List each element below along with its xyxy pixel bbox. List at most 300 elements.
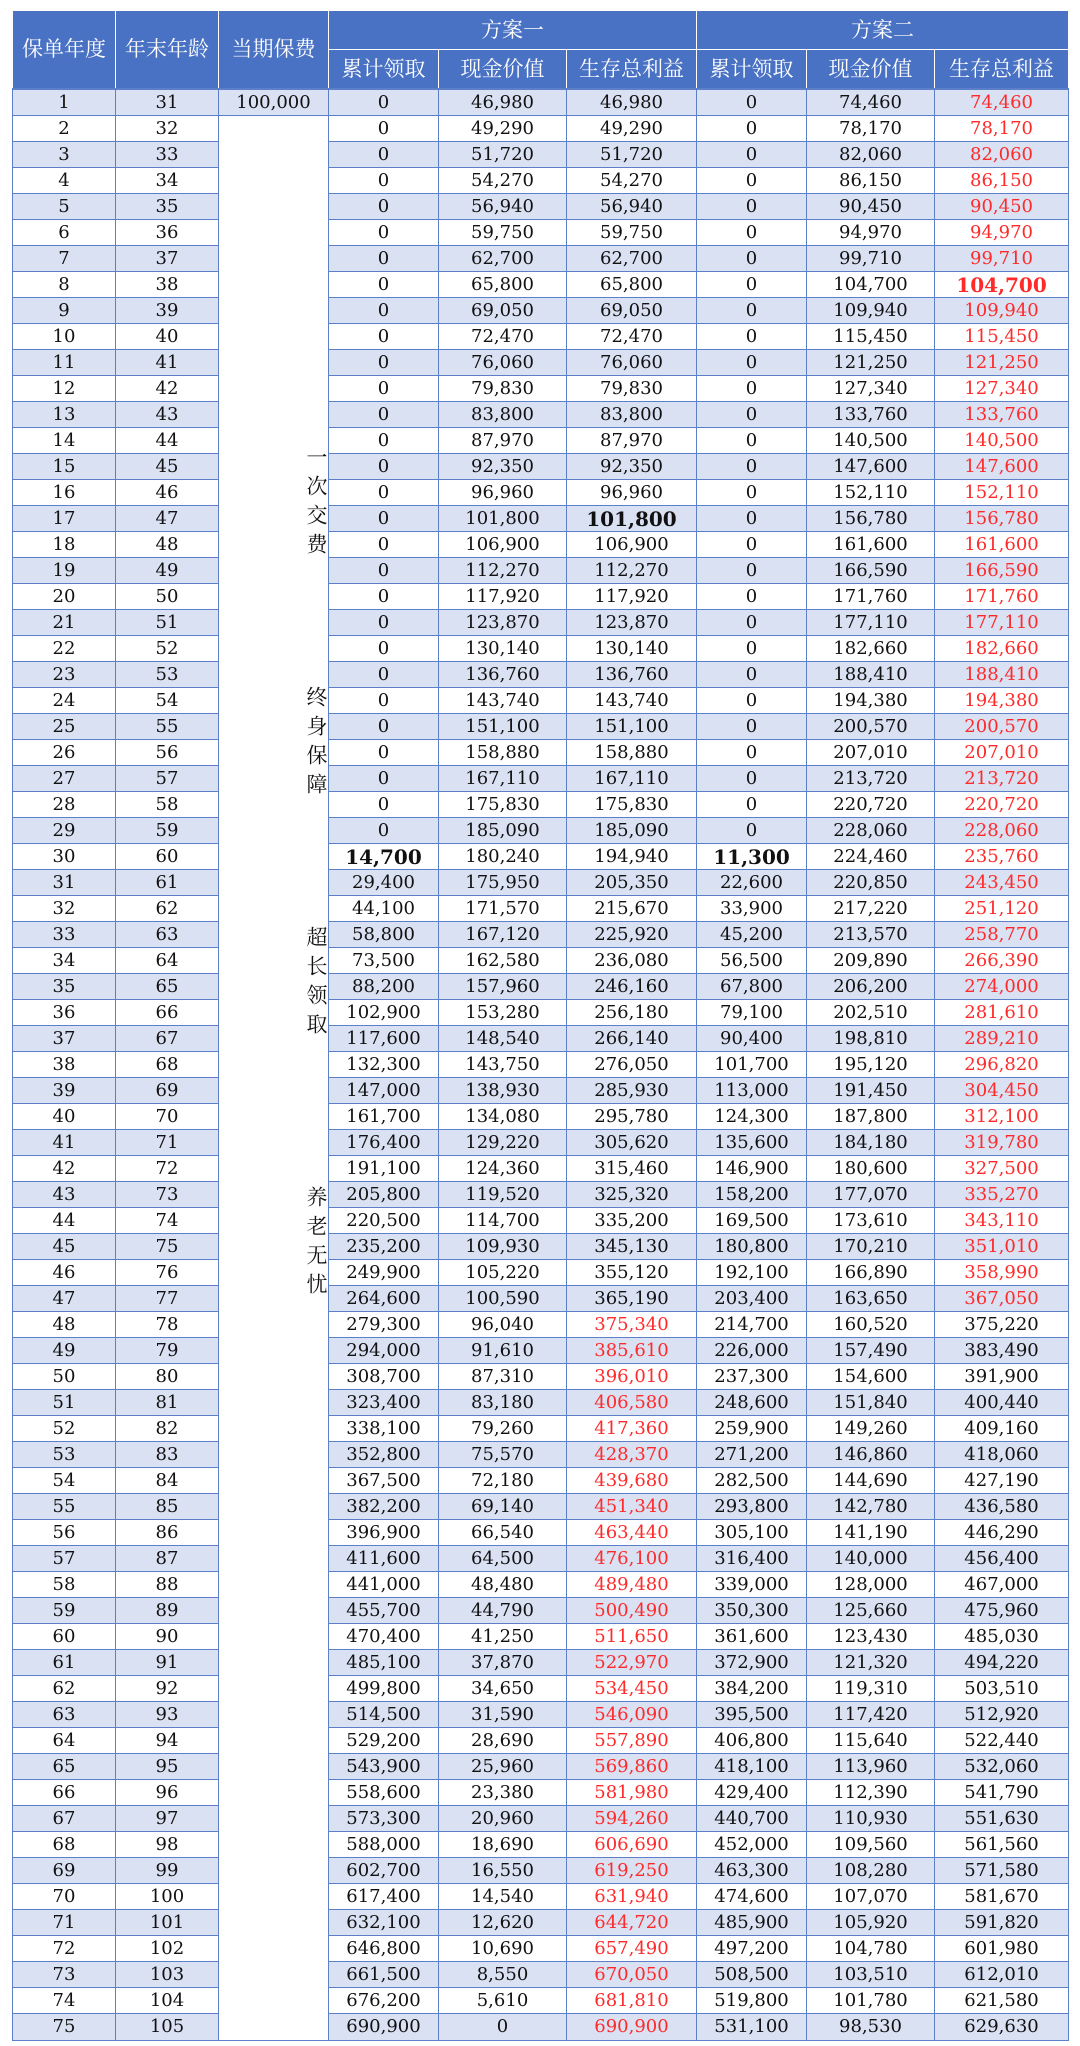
cell-plan1-total-benefit: 54,270 bbox=[567, 168, 697, 194]
cell-plan1-cash-value: 105,220 bbox=[439, 1260, 567, 1286]
table-row bbox=[13, 1520, 1069, 1546]
cell-plan2-total-benefit: 266,390 bbox=[935, 948, 1069, 974]
cell-plan2-cash-value: 78,170 bbox=[807, 116, 935, 142]
cell-policy-year: 24 bbox=[13, 688, 116, 714]
cell-age-end: 56 bbox=[116, 740, 219, 766]
cell-plan1-cum-claim: 441,000 bbox=[329, 1572, 439, 1598]
cell-plan2-cum-claim: 135,600 bbox=[697, 1130, 807, 1156]
cell-plan2-cash-value: 147,600 bbox=[807, 454, 935, 480]
cell-plan1-cum-claim: 0 bbox=[329, 688, 439, 714]
cell-plan2-cash-value: 140,500 bbox=[807, 428, 935, 454]
cell-plan2-cum-claim: 124,300 bbox=[697, 1104, 807, 1130]
cell-plan2-total-benefit: 335,270 bbox=[935, 1182, 1069, 1208]
cell-plan1-cash-value: 83,180 bbox=[439, 1390, 567, 1416]
cell-plan1-total-benefit: 305,620 bbox=[567, 1130, 697, 1156]
cell-age-end: 58 bbox=[116, 792, 219, 818]
cell-plan1-total-benefit: 151,100 bbox=[567, 714, 697, 740]
table-row bbox=[13, 116, 1069, 142]
cell-age-end: 52 bbox=[116, 636, 219, 662]
cell-age-end: 42 bbox=[116, 376, 219, 402]
cell-age-end: 60 bbox=[116, 844, 219, 870]
cell-policy-year: 31 bbox=[13, 870, 116, 896]
cell-plan1-cum-claim: 573,300 bbox=[329, 1806, 439, 1832]
cell-plan2-cum-claim: 406,800 bbox=[697, 1728, 807, 1754]
cell-plan1-total-benefit: 49,290 bbox=[567, 116, 697, 142]
cell-plan1-total-benefit: 106,900 bbox=[567, 532, 697, 558]
table-row bbox=[13, 480, 1069, 506]
cell-plan2-total-benefit: 612,010 bbox=[935, 1962, 1069, 1988]
cell-plan1-cash-value: 134,080 bbox=[439, 1104, 567, 1130]
table-row bbox=[13, 974, 1069, 1000]
cell-plan2-cum-claim: 350,300 bbox=[697, 1598, 807, 1624]
cell-policy-year: 74 bbox=[13, 1988, 116, 2014]
cell-plan2-cash-value: 104,700 bbox=[807, 272, 935, 298]
cell-policy-year: 19 bbox=[13, 558, 116, 584]
cell-plan2-cash-value: 177,110 bbox=[807, 610, 935, 636]
header-plan1-cum-claim: 累计领取 bbox=[329, 50, 439, 90]
cell-policy-year: 68 bbox=[13, 1832, 116, 1858]
cell-plan2-total-benefit: 121,250 bbox=[935, 350, 1069, 376]
cell-age-end: 55 bbox=[116, 714, 219, 740]
cell-plan1-cash-value: 41,250 bbox=[439, 1624, 567, 1650]
cell-plan1-cum-claim: 73,500 bbox=[329, 948, 439, 974]
cell-plan2-cum-claim: 293,800 bbox=[697, 1494, 807, 1520]
cell-policy-year: 57 bbox=[13, 1546, 116, 1572]
cell-policy-year: 2 bbox=[13, 116, 116, 142]
cell-plan1-cash-value: 66,540 bbox=[439, 1520, 567, 1546]
table-row bbox=[13, 1598, 1069, 1624]
side-label: 终身保障 bbox=[304, 686, 328, 802]
cell-plan1-cum-claim: 367,500 bbox=[329, 1468, 439, 1494]
cell-plan1-cash-value: 0 bbox=[439, 2014, 567, 2041]
cell-plan2-cash-value: 217,220 bbox=[807, 896, 935, 922]
cell-age-end: 88 bbox=[116, 1572, 219, 1598]
cell-plan1-cum-claim: 0 bbox=[329, 194, 439, 220]
cell-policy-year: 13 bbox=[13, 402, 116, 428]
cell-plan2-cash-value: 224,460 bbox=[807, 844, 935, 870]
cell-plan1-cash-value: 101,800 bbox=[439, 506, 567, 532]
cell-plan2-total-benefit: 351,010 bbox=[935, 1234, 1069, 1260]
cell-policy-year: 63 bbox=[13, 1702, 116, 1728]
cell-plan2-total-benefit: 358,990 bbox=[935, 1260, 1069, 1286]
cell-plan2-total-benefit: 312,100 bbox=[935, 1104, 1069, 1130]
cell-policy-year: 8 bbox=[13, 272, 116, 298]
cell-plan1-cum-claim: 0 bbox=[329, 714, 439, 740]
cell-age-end: 53 bbox=[116, 662, 219, 688]
cell-policy-year: 62 bbox=[13, 1676, 116, 1702]
table-row bbox=[13, 584, 1069, 610]
cell-policy-year: 5 bbox=[13, 194, 116, 220]
cell-plan1-total-benefit: 87,970 bbox=[567, 428, 697, 454]
cell-age-end: 68 bbox=[116, 1052, 219, 1078]
cell-plan2-cash-value: 121,320 bbox=[807, 1650, 935, 1676]
cell-plan2-cash-value: 128,000 bbox=[807, 1572, 935, 1598]
cell-plan1-cash-value: 62,700 bbox=[439, 246, 567, 272]
cell-plan2-cum-claim: 214,700 bbox=[697, 1312, 807, 1338]
table-row bbox=[13, 324, 1069, 350]
cell-plan2-cash-value: 117,420 bbox=[807, 1702, 935, 1728]
table-row bbox=[13, 454, 1069, 480]
cell-age-end: 85 bbox=[116, 1494, 219, 1520]
cell-age-end: 48 bbox=[116, 532, 219, 558]
cell-policy-year: 51 bbox=[13, 1390, 116, 1416]
cell-plan1-total-benefit: 315,460 bbox=[567, 1156, 697, 1182]
cell-plan2-cash-value: 156,780 bbox=[807, 506, 935, 532]
cell-plan2-cash-value: 220,720 bbox=[807, 792, 935, 818]
cell-age-end: 77 bbox=[116, 1286, 219, 1312]
cell-plan1-total-benefit: 644,720 bbox=[567, 1910, 697, 1936]
cell-plan1-cash-value: 143,740 bbox=[439, 688, 567, 714]
premium-merged-cell bbox=[219, 116, 329, 2041]
cell-policy-year: 46 bbox=[13, 1260, 116, 1286]
cell-plan2-total-benefit: 235,760 bbox=[935, 844, 1069, 870]
cell-plan2-total-benefit: 621,580 bbox=[935, 1988, 1069, 2014]
cell-age-end: 81 bbox=[116, 1390, 219, 1416]
cell-age-end: 32 bbox=[116, 116, 219, 142]
cell-plan2-total-benefit: 147,600 bbox=[935, 454, 1069, 480]
table-row bbox=[13, 1936, 1069, 1962]
cell-plan2-cum-claim: 0 bbox=[697, 558, 807, 584]
header-plan1-cash-value: 现金价值 bbox=[439, 50, 567, 90]
cell-plan2-cash-value: 213,720 bbox=[807, 766, 935, 792]
cell-plan2-total-benefit: 90,450 bbox=[935, 194, 1069, 220]
cell-plan1-cash-value: 69,140 bbox=[439, 1494, 567, 1520]
cell-policy-year: 17 bbox=[13, 506, 116, 532]
cell-plan2-cash-value: 140,000 bbox=[807, 1546, 935, 1572]
cell-age-end: 67 bbox=[116, 1026, 219, 1052]
table-row bbox=[13, 1234, 1069, 1260]
cell-plan1-total-benefit: 619,250 bbox=[567, 1858, 697, 1884]
cell-policy-year: 27 bbox=[13, 766, 116, 792]
cell-plan1-total-benefit: 69,050 bbox=[567, 298, 697, 324]
table-row bbox=[13, 220, 1069, 246]
cell-age-end: 36 bbox=[116, 220, 219, 246]
cell-plan1-cum-claim: 117,600 bbox=[329, 1026, 439, 1052]
cell-age-end: 70 bbox=[116, 1104, 219, 1130]
table-row bbox=[13, 688, 1069, 714]
table-row bbox=[13, 1494, 1069, 1520]
cell-plan1-cum-claim: 661,500 bbox=[329, 1962, 439, 1988]
cell-age-end: 104 bbox=[116, 1988, 219, 2014]
cell-age-end: 95 bbox=[116, 1754, 219, 1780]
cell-age-end: 74 bbox=[116, 1208, 219, 1234]
cell-plan1-total-benefit: 101,800 bbox=[567, 506, 697, 532]
cell-plan1-cash-value: 130,140 bbox=[439, 636, 567, 662]
header-policy-year: 保单年度 bbox=[13, 11, 116, 90]
cell-plan2-cash-value: 119,310 bbox=[807, 1676, 935, 1702]
cell-plan1-cum-claim: 88,200 bbox=[329, 974, 439, 1000]
cell-plan1-cum-claim: 588,000 bbox=[329, 1832, 439, 1858]
cell-policy-year: 55 bbox=[13, 1494, 116, 1520]
cell-plan1-total-benefit: 463,440 bbox=[567, 1520, 697, 1546]
cell-policy-year: 4 bbox=[13, 168, 116, 194]
cell-age-end: 65 bbox=[116, 974, 219, 1000]
cell-plan2-cash-value: 202,510 bbox=[807, 1000, 935, 1026]
table-row bbox=[13, 558, 1069, 584]
cell-plan1-total-benefit: 385,610 bbox=[567, 1338, 697, 1364]
cell-plan2-cash-value: 112,390 bbox=[807, 1780, 935, 1806]
cell-plan1-total-benefit: 375,340 bbox=[567, 1312, 697, 1338]
table-row bbox=[13, 1728, 1069, 1754]
policy-benefit-table bbox=[12, 10, 1069, 2041]
cell-plan2-cum-claim: 146,900 bbox=[697, 1156, 807, 1182]
cell-plan2-total-benefit: 601,980 bbox=[935, 1936, 1069, 1962]
table-row bbox=[13, 142, 1069, 168]
cell-plan1-total-benefit: 439,680 bbox=[567, 1468, 697, 1494]
cell-policy-year: 14 bbox=[13, 428, 116, 454]
cell-age-end: 84 bbox=[116, 1468, 219, 1494]
cell-plan2-cum-claim: 316,400 bbox=[697, 1546, 807, 1572]
cell-plan2-cum-claim: 259,900 bbox=[697, 1416, 807, 1442]
cell-policy-year: 7 bbox=[13, 246, 116, 272]
cell-plan2-cum-claim: 519,800 bbox=[697, 1988, 807, 2014]
cell-plan2-cum-claim: 11,300 bbox=[697, 844, 807, 870]
table-row bbox=[13, 1104, 1069, 1130]
cell-plan2-cum-claim: 463,300 bbox=[697, 1858, 807, 1884]
cell-plan1-total-benefit: 83,800 bbox=[567, 402, 697, 428]
cell-plan1-cash-value: 64,500 bbox=[439, 1546, 567, 1572]
table-row bbox=[13, 766, 1069, 792]
table-row bbox=[13, 1130, 1069, 1156]
cell-age-end: 57 bbox=[116, 766, 219, 792]
cell-age-end: 39 bbox=[116, 298, 219, 324]
cell-age-end: 86 bbox=[116, 1520, 219, 1546]
cell-plan2-cash-value: 108,280 bbox=[807, 1858, 935, 1884]
cell-plan2-cash-value: 170,210 bbox=[807, 1234, 935, 1260]
cell-age-end: 102 bbox=[116, 1936, 219, 1962]
cell-plan2-cash-value: 207,010 bbox=[807, 740, 935, 766]
cell-plan2-cash-value: 98,530 bbox=[807, 2014, 935, 2041]
cell-plan1-total-benefit: 56,940 bbox=[567, 194, 697, 220]
cell-plan1-total-benefit: 46,980 bbox=[567, 89, 697, 116]
cell-plan1-cash-value: 91,610 bbox=[439, 1338, 567, 1364]
cell-policy-year: 61 bbox=[13, 1650, 116, 1676]
cell-plan2-cum-claim: 113,000 bbox=[697, 1078, 807, 1104]
cell-plan2-total-benefit: 182,660 bbox=[935, 636, 1069, 662]
cell-premium: 100,000 bbox=[219, 89, 329, 116]
cell-plan2-cash-value: 123,430 bbox=[807, 1624, 935, 1650]
cell-plan1-cum-claim: 294,000 bbox=[329, 1338, 439, 1364]
cell-plan2-cash-value: 191,450 bbox=[807, 1078, 935, 1104]
cell-policy-year: 60 bbox=[13, 1624, 116, 1650]
cell-plan2-cum-claim: 0 bbox=[697, 454, 807, 480]
cell-plan1-cash-value: 23,380 bbox=[439, 1780, 567, 1806]
cell-policy-year: 9 bbox=[13, 298, 116, 324]
cell-plan2-total-benefit: 629,630 bbox=[935, 2014, 1069, 2041]
cell-plan1-total-benefit: 451,340 bbox=[567, 1494, 697, 1520]
cell-plan2-total-benefit: 127,340 bbox=[935, 376, 1069, 402]
table-row bbox=[13, 870, 1069, 896]
table-row bbox=[13, 1312, 1069, 1338]
table-row bbox=[13, 1416, 1069, 1442]
cell-age-end: 63 bbox=[116, 922, 219, 948]
cell-plan2-total-benefit: 591,820 bbox=[935, 1910, 1069, 1936]
cell-plan2-cum-claim: 0 bbox=[697, 116, 807, 142]
cell-age-end: 100 bbox=[116, 1884, 219, 1910]
cell-plan1-cash-value: 72,470 bbox=[439, 324, 567, 350]
cell-plan2-cash-value: 121,250 bbox=[807, 350, 935, 376]
cell-policy-year: 52 bbox=[13, 1416, 116, 1442]
cell-plan2-total-benefit: 115,450 bbox=[935, 324, 1069, 350]
cell-age-end: 96 bbox=[116, 1780, 219, 1806]
cell-plan2-total-benefit: 274,000 bbox=[935, 974, 1069, 1000]
cell-plan2-total-benefit: 74,460 bbox=[935, 89, 1069, 116]
cell-plan1-total-benefit: 355,120 bbox=[567, 1260, 697, 1286]
cell-plan2-total-benefit: 418,060 bbox=[935, 1442, 1069, 1468]
cell-plan2-cash-value: 171,760 bbox=[807, 584, 935, 610]
cell-plan1-cash-value: 148,540 bbox=[439, 1026, 567, 1052]
cell-plan1-total-benefit: 606,690 bbox=[567, 1832, 697, 1858]
cell-plan1-cash-value: 18,690 bbox=[439, 1832, 567, 1858]
cell-age-end: 34 bbox=[116, 168, 219, 194]
cell-plan2-cum-claim: 0 bbox=[697, 480, 807, 506]
cell-plan2-cash-value: 125,660 bbox=[807, 1598, 935, 1624]
cell-plan2-total-benefit: 104,700 bbox=[935, 272, 1069, 298]
table-row bbox=[13, 1858, 1069, 1884]
table-body bbox=[13, 89, 1069, 2041]
cell-age-end: 40 bbox=[116, 324, 219, 350]
table-row bbox=[13, 1806, 1069, 1832]
cell-policy-year: 1 bbox=[13, 89, 116, 116]
cell-plan1-cum-claim: 529,200 bbox=[329, 1728, 439, 1754]
cell-plan1-cum-claim: 0 bbox=[329, 454, 439, 480]
cell-plan2-cum-claim: 0 bbox=[697, 168, 807, 194]
cell-age-end: 99 bbox=[116, 1858, 219, 1884]
cell-plan2-cum-claim: 169,500 bbox=[697, 1208, 807, 1234]
header-age-end: 年末年龄 bbox=[116, 11, 219, 90]
table-row bbox=[13, 1052, 1069, 1078]
cell-plan2-cash-value: 184,180 bbox=[807, 1130, 935, 1156]
cell-plan2-total-benefit: 82,060 bbox=[935, 142, 1069, 168]
cell-plan1-total-benefit: 158,880 bbox=[567, 740, 697, 766]
cell-plan1-cum-claim: 132,300 bbox=[329, 1052, 439, 1078]
table-row bbox=[13, 1546, 1069, 1572]
cell-plan2-total-benefit: 571,580 bbox=[935, 1858, 1069, 1884]
cell-plan1-cum-claim: 543,900 bbox=[329, 1754, 439, 1780]
cell-plan2-cum-claim: 101,700 bbox=[697, 1052, 807, 1078]
cell-plan1-cum-claim: 0 bbox=[329, 792, 439, 818]
table-row bbox=[13, 1208, 1069, 1234]
cell-age-end: 37 bbox=[116, 246, 219, 272]
table-row bbox=[13, 194, 1069, 220]
table-row bbox=[13, 1260, 1069, 1286]
cell-plan1-total-benefit: 534,450 bbox=[567, 1676, 697, 1702]
cell-plan1-cum-claim: 323,400 bbox=[329, 1390, 439, 1416]
cell-plan2-cum-claim: 22,600 bbox=[697, 870, 807, 896]
cell-policy-year: 70 bbox=[13, 1884, 116, 1910]
cell-age-end: 61 bbox=[116, 870, 219, 896]
cell-plan1-cum-claim: 0 bbox=[329, 740, 439, 766]
cell-plan1-total-benefit: 130,140 bbox=[567, 636, 697, 662]
table-row bbox=[13, 1000, 1069, 1026]
cell-policy-year: 64 bbox=[13, 1728, 116, 1754]
table-row bbox=[13, 1702, 1069, 1728]
cell-plan2-cash-value: 157,490 bbox=[807, 1338, 935, 1364]
cell-policy-year: 20 bbox=[13, 584, 116, 610]
cell-plan2-cum-claim: 0 bbox=[697, 584, 807, 610]
cell-age-end: 41 bbox=[116, 350, 219, 376]
table-row bbox=[13, 2014, 1069, 2041]
cell-plan1-total-benefit: 185,090 bbox=[567, 818, 697, 844]
cell-plan1-cash-value: 123,870 bbox=[439, 610, 567, 636]
cell-plan2-cash-value: 166,890 bbox=[807, 1260, 935, 1286]
cell-plan2-cash-value: 146,860 bbox=[807, 1442, 935, 1468]
table-row bbox=[13, 636, 1069, 662]
cell-age-end: 49 bbox=[116, 558, 219, 584]
cell-plan2-cum-claim: 56,500 bbox=[697, 948, 807, 974]
cell-plan1-total-benefit: 594,260 bbox=[567, 1806, 697, 1832]
cell-plan2-cash-value: 82,060 bbox=[807, 142, 935, 168]
cell-policy-year: 32 bbox=[13, 896, 116, 922]
cell-age-end: 59 bbox=[116, 818, 219, 844]
cell-age-end: 83 bbox=[116, 1442, 219, 1468]
cell-plan2-cum-claim: 0 bbox=[697, 428, 807, 454]
cell-age-end: 45 bbox=[116, 454, 219, 480]
cell-plan1-cash-value: 185,090 bbox=[439, 818, 567, 844]
table-row bbox=[13, 1624, 1069, 1650]
cell-plan2-cum-claim: 180,800 bbox=[697, 1234, 807, 1260]
cell-plan1-total-benefit: 417,360 bbox=[567, 1416, 697, 1442]
cell-plan2-cash-value: 173,610 bbox=[807, 1208, 935, 1234]
cell-plan1-cum-claim: 690,900 bbox=[329, 2014, 439, 2041]
cell-plan1-cash-value: 87,970 bbox=[439, 428, 567, 454]
cell-plan1-cash-value: 44,790 bbox=[439, 1598, 567, 1624]
cell-age-end: 46 bbox=[116, 480, 219, 506]
cell-plan2-total-benefit: 109,940 bbox=[935, 298, 1069, 324]
cell-plan1-cash-value: 158,880 bbox=[439, 740, 567, 766]
cell-plan2-total-benefit: 467,000 bbox=[935, 1572, 1069, 1598]
cell-plan1-total-benefit: 62,700 bbox=[567, 246, 697, 272]
cell-plan2-cum-claim: 497,200 bbox=[697, 1936, 807, 1962]
cell-plan2-cash-value: 109,560 bbox=[807, 1832, 935, 1858]
cell-plan1-cum-claim: 249,900 bbox=[329, 1260, 439, 1286]
cell-age-end: 101 bbox=[116, 1910, 219, 1936]
cell-plan2-cash-value: 195,120 bbox=[807, 1052, 935, 1078]
cell-plan1-cash-value: 59,750 bbox=[439, 220, 567, 246]
cell-plan2-cum-claim: 45,200 bbox=[697, 922, 807, 948]
cell-plan1-cum-claim: 0 bbox=[329, 532, 439, 558]
cell-policy-year: 36 bbox=[13, 1000, 116, 1026]
cell-plan1-total-benefit: 194,940 bbox=[567, 844, 697, 870]
cell-plan2-cum-claim: 508,500 bbox=[697, 1962, 807, 1988]
cell-plan1-total-benefit: 657,490 bbox=[567, 1936, 697, 1962]
cell-plan2-cum-claim: 339,000 bbox=[697, 1572, 807, 1598]
cell-plan1-cum-claim: 102,900 bbox=[329, 1000, 439, 1026]
cell-plan1-total-benefit: 117,920 bbox=[567, 584, 697, 610]
cell-plan1-cum-claim: 558,600 bbox=[329, 1780, 439, 1806]
cell-policy-year: 40 bbox=[13, 1104, 116, 1130]
cell-plan1-cum-claim: 0 bbox=[329, 480, 439, 506]
cell-plan1-total-benefit: 365,190 bbox=[567, 1286, 697, 1312]
cell-plan1-cum-claim: 0 bbox=[329, 402, 439, 428]
cell-plan1-cash-value: 153,280 bbox=[439, 1000, 567, 1026]
table-row bbox=[13, 1572, 1069, 1598]
table-row bbox=[13, 1286, 1069, 1312]
cell-plan1-cum-claim: 0 bbox=[329, 584, 439, 610]
cell-plan1-cum-claim: 205,800 bbox=[329, 1182, 439, 1208]
header-plan1-total-benefit: 生存总利益 bbox=[567, 50, 697, 90]
cell-plan2-total-benefit: 281,610 bbox=[935, 1000, 1069, 1026]
table-row bbox=[13, 1832, 1069, 1858]
cell-policy-year: 15 bbox=[13, 454, 116, 480]
cell-age-end: 91 bbox=[116, 1650, 219, 1676]
cell-plan1-cash-value: 180,240 bbox=[439, 844, 567, 870]
cell-policy-year: 45 bbox=[13, 1234, 116, 1260]
table-row bbox=[13, 1468, 1069, 1494]
cell-policy-year: 41 bbox=[13, 1130, 116, 1156]
cell-plan2-cum-claim: 282,500 bbox=[697, 1468, 807, 1494]
cell-age-end: 71 bbox=[116, 1130, 219, 1156]
